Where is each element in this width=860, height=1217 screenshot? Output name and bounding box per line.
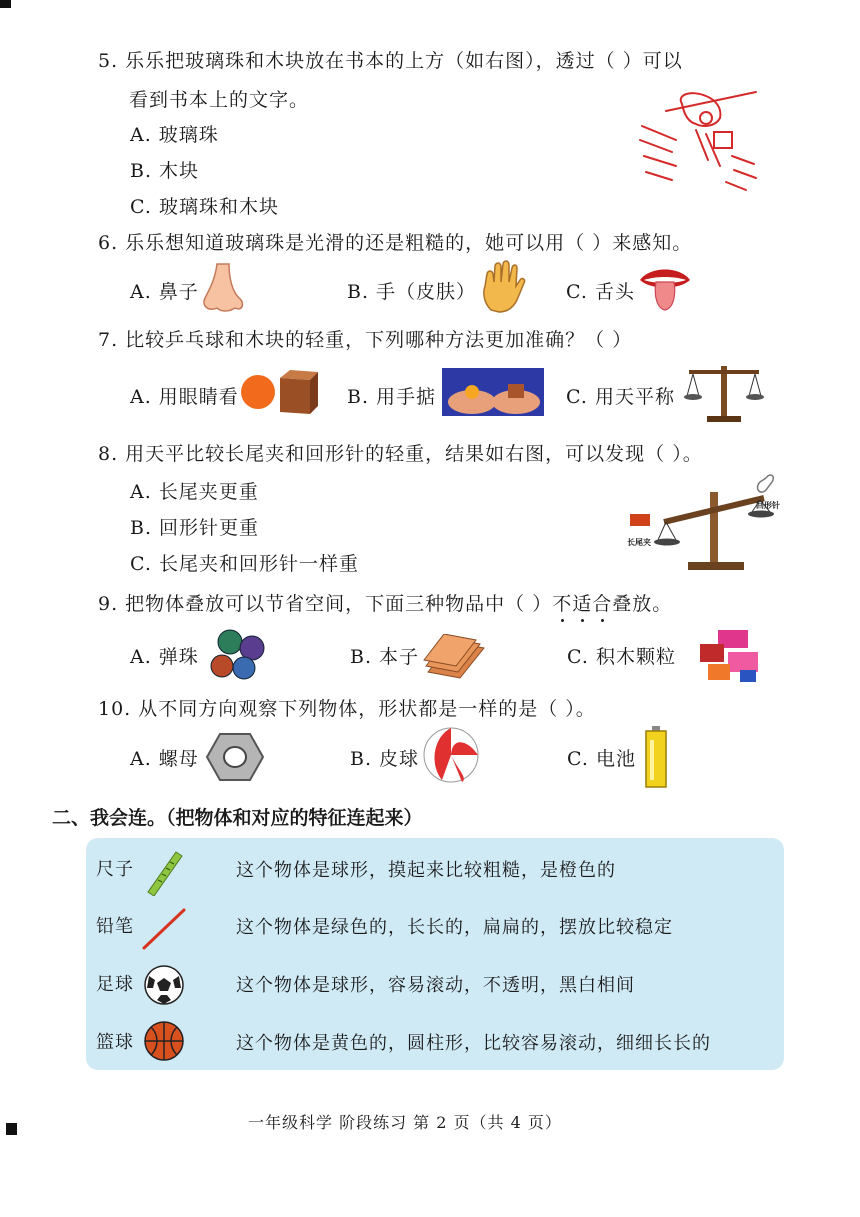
q6-option-c: C. 舌头 bbox=[566, 281, 635, 303]
q6-option-a: A. 鼻子 bbox=[130, 281, 199, 303]
q9-option-b: B. 本子 bbox=[350, 646, 420, 668]
feature-1[interactable]: 这个物体是球形，摸起来比较粗糙，是橙色的 bbox=[236, 860, 616, 881]
q9-emphasis-char-3: 合 bbox=[592, 593, 613, 615]
hex-nut-icon bbox=[206, 732, 264, 782]
q8-label-binder-clip: 长尾夹 bbox=[627, 538, 651, 547]
q7-option-a: A. 用眼睛看 bbox=[130, 386, 239, 408]
balance-scale-icon bbox=[683, 360, 765, 424]
page-footer: 一年级科学 阶段练习 第 2 页（共 4 页） bbox=[248, 1113, 562, 1132]
hand-palm-icon bbox=[479, 260, 527, 314]
battery-icon bbox=[644, 726, 668, 790]
q10-option-a: A. 螺母 bbox=[130, 748, 199, 770]
q9-stem-start: 9. 把物体叠放可以节省空间，下面三种物品中（ ） bbox=[98, 593, 553, 615]
object-ruler-label: 尺子 bbox=[96, 859, 134, 880]
section2-title: 二、我会连。（把物体和对应的特征连起来） bbox=[52, 807, 423, 829]
q8-option-b: B. 回形针更重 bbox=[130, 517, 260, 539]
q9-option-a: A. 弹珠 bbox=[130, 646, 199, 668]
basketball-icon[interactable] bbox=[143, 1020, 185, 1062]
q8-option-c: C. 长尾夹和回形针一样重 bbox=[130, 553, 359, 575]
q7-stem: 7. 比较乒乓球和木块的轻重，下列哪种方法更加准确？（ ） bbox=[98, 329, 633, 351]
q9-emphasis-char-1: 不 bbox=[552, 593, 573, 615]
q10-option-c: C. 电池 bbox=[567, 748, 636, 770]
corner-mark-bottom bbox=[6, 1123, 17, 1135]
hands-weighing-icon bbox=[442, 368, 544, 416]
q10-stem: 10. 从不同方向观察下列物体，形状都是一样的是（ ）。 bbox=[98, 698, 596, 720]
q9-emphasis-char-2: 适 bbox=[572, 593, 593, 615]
tongue-icon bbox=[638, 264, 692, 312]
marbles-icon bbox=[204, 626, 268, 682]
q9-stem-end: 叠放。 bbox=[612, 593, 673, 615]
balance-with-clip-and-paperclip-image bbox=[624, 472, 788, 572]
q10-option-b: B. 皮球 bbox=[350, 748, 420, 770]
q7-option-c: C. 用天平称 bbox=[566, 386, 675, 408]
q5-stem-line2: 看到书本上的文字。 bbox=[129, 89, 310, 111]
q7-option-b: B. 用手掂 bbox=[347, 386, 437, 408]
toy-building-blocks-icon bbox=[694, 624, 764, 684]
q9-stem bbox=[98, 589, 672, 616]
q5-stem-line1: 5. 乐乐把玻璃珠和木块放在书本的上方（如右图），透过（ ）可以 bbox=[98, 50, 683, 72]
object-football-label: 足球 bbox=[96, 974, 134, 995]
pencil-icon[interactable] bbox=[140, 906, 188, 950]
ruler-icon[interactable] bbox=[140, 848, 188, 896]
hand-with-marble-and-block-sketch bbox=[636, 86, 764, 192]
q5-option-c: C. 玻璃珠和木块 bbox=[130, 196, 279, 218]
soccer-ball-icon[interactable] bbox=[143, 964, 185, 1006]
ping-pong-ball-and-wood-block-icon bbox=[240, 368, 320, 416]
feature-3[interactable]: 这个物体是球形，容易滚动，不透明，黑白相间 bbox=[236, 975, 635, 996]
notebooks-icon bbox=[422, 634, 488, 682]
object-basketball-label: 篮球 bbox=[96, 1032, 134, 1053]
q6-option-b: B. 手（皮肤） bbox=[347, 281, 477, 303]
feature-4[interactable]: 这个物体是黄色的，圆柱形，比较容易滚动，细细长长的 bbox=[236, 1033, 711, 1054]
q8-stem: 8. 用天平比较长尾夹和回形针的轻重，结果如右图，可以发现（ ）。 bbox=[98, 443, 703, 465]
object-pencil-label: 铅笔 bbox=[96, 916, 134, 937]
beach-ball-icon bbox=[422, 726, 480, 784]
q5-option-a: A. 玻璃珠 bbox=[130, 124, 219, 146]
q9-option-c: C. 积木颗粒 bbox=[567, 646, 676, 668]
q8-option-a: A. 长尾夹更重 bbox=[130, 481, 259, 503]
feature-2[interactable]: 这个物体是绿色的，长长的，扁扁的，摆放比较稳定 bbox=[236, 917, 673, 938]
nose-icon bbox=[199, 262, 245, 314]
corner-mark-top bbox=[0, 0, 11, 8]
q5-option-b: B. 木块 bbox=[130, 160, 200, 182]
q6-stem: 6. 乐乐想知道玻璃珠是光滑的还是粗糙的，她可以用（ ）来感知。 bbox=[98, 232, 693, 254]
q8-label-paperclip: 回形针 bbox=[756, 501, 780, 510]
